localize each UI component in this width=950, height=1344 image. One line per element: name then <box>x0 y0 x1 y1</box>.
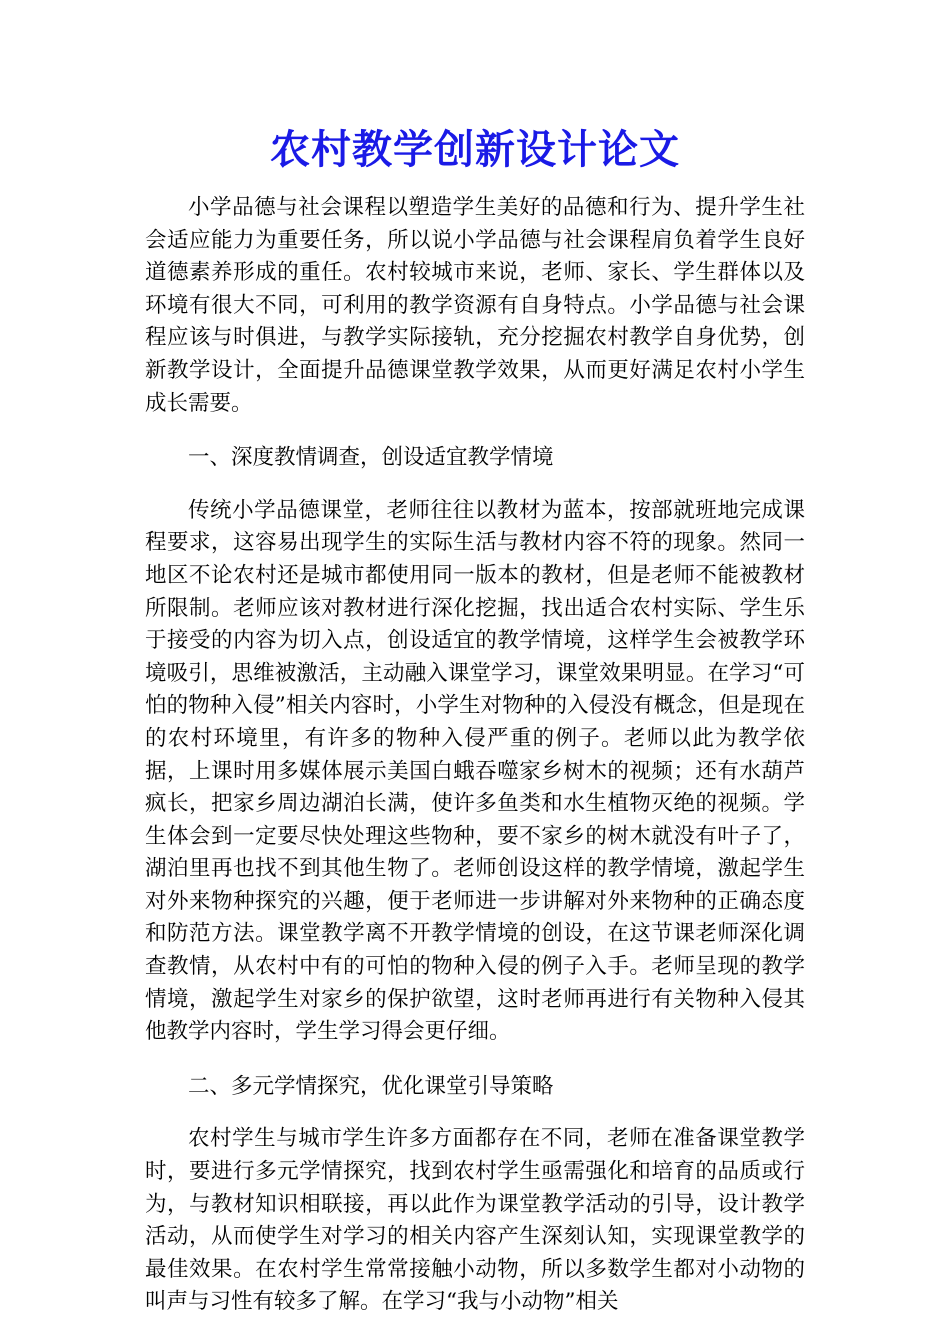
paragraph-section-1: 传统小学品德课堂，老师往往以教材为蓝本，按部就班地完成课程要求，这容易出现学生的实际生活与教材内容不符的现象。然同一地区不论农村还是城市都使用同一版本的教材，但是老师不能被教材所限制。老师应该对教材进行深化挖掘，找出适合农村实际、学生乐于接受的内容为切入点，创设适宜的教学情境，这样学生会被教学环境吸引，思维被激活，主动融入课堂学习，课堂效果明显。在学习“可怕的物种入侵”相关内容时，小学生对物种的入侵没有概念，但是现在的农村环境里，有许多的物种入侵严重的例子。老师以此为教学依据，上课时用多媒体展示美国白蛾吞噬家乡树木的视频；还有水葫芦疯长，把家乡周边湖泊长满，使许多鱼类和水生植物灭绝的视频。学生体会到一定要尽快处理这些物种，要不家乡的树木就没有叶子了，湖泊里再也找不到其他生物了。老师创设这样的教学情境，激起学生对外来物种探究的兴趣，便于老师进一步讲解对外来物种的正确态度和防范方法。课堂教学离不开教学情境的创设，在这节课老师深化调查教情，从农村中有的可怕的物种入侵的例子入手。老师呈现的教学情境，激起学生对家乡的保护欲望，这时老师再进行有关物种入侵其他教学内容时，学生学习得会更仔细。 <box>145 497 805 1045</box>
document-title: 农村教学创新设计论文 <box>270 126 680 173</box>
section-heading-2: 二、多元学情探究，优化课堂引导策略 <box>188 1073 554 1099</box>
paragraph-section-2: 农村学生与城市学生许多方面都存在不同，老师在准备课堂教学时，要进行多元学情探究，找到农村学生亟需强化和培育的品质或行为，与教材知识相联接，再以此作为课堂教学活动的引导，设计教学活动，从而使学生对学习的相关内容产生深刻认知，实现课堂教学的最佳效果。在农村学生常常接触小动物，所以多数学生都对小动物的叫声与习性有较多了解。在学习“我与小动物”相关 <box>145 1126 805 1315</box>
document-body <box>145 192 805 1341</box>
section-heading-1: 一、深度教情调查，创设适宜教学情境 <box>188 445 554 471</box>
paragraph-intro: 小学品德与社会课程以塑造学生美好的品德和行为、提升学生社会适应能力为重要任务，所以说小学品德与社会课程肩负着学生良好道德素养形成的重任。农村较城市来说，老师、家长、学生群体以及环境有很大不同，可利用的教学资源有自身特点。小学品德与社会课程应该与时俱进，与教学实际接轨，充分挖掘农村教学自身优势，创新教学设计，全面提升品德课堂教学效果，从而更好满足农村小学生成长需要。 <box>145 195 805 416</box>
